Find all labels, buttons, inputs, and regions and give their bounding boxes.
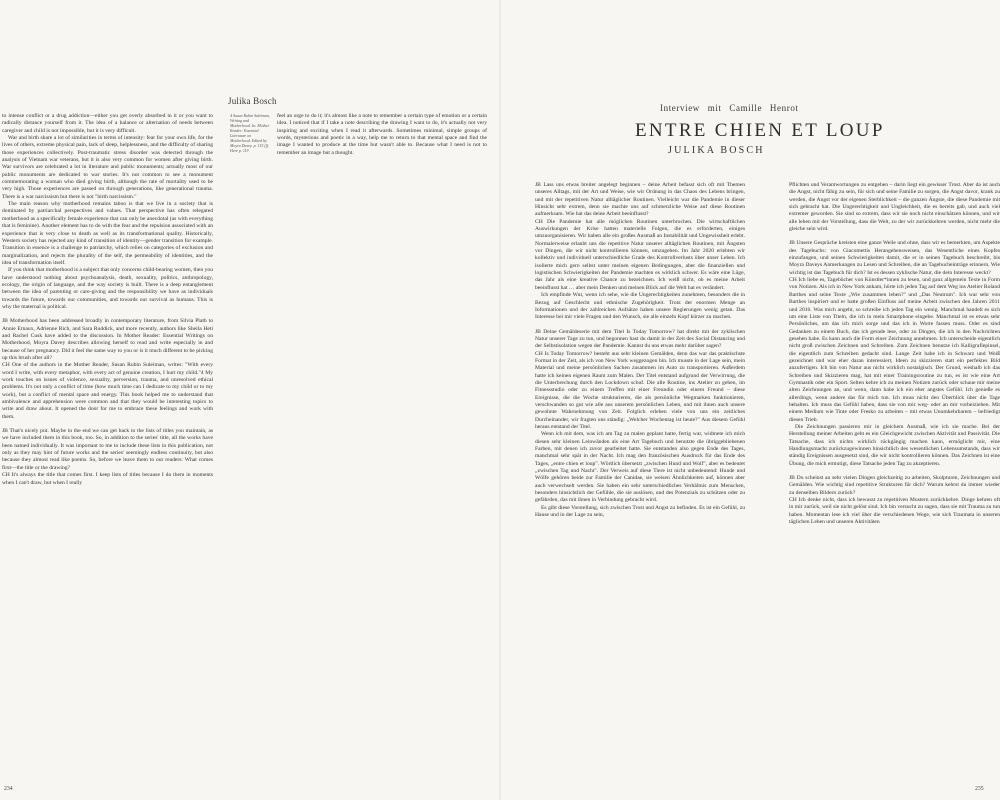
paragraph: JB Deine Gemäldeserie mit dem Titel Is Today Tomorrow? hat direkt mit der zyklischen Natur unserer Tage zu tun, und begonnen hast du damit in der Zeit des Social Distancing und der Selbstisolation wegen der Pandemie. Kannst du uns etwas mehr darüber sagen? (535, 328, 745, 350)
paragraph: to intense conflict or a drug addiction—either you get overly absorbed in it or you want to radically distance yourself from it. The idea of a balance or alternation of needs between caregiver and child is not impossible, but it is very difficult. (2, 113, 213, 134)
paragraph: War and birth share a lot of similarities in terms of intensity: fear for your own life, for the lives of others, extreme physical pain, lack of sleep, helplessness, and the difficulty of sharing those experiences collectively. Post-traumatic stress disorder was detected through the analysis of Vietnam war veterans, but it is also very common for women after giving birth. War survivors are celebrated a lot in literature and public monuments; actually most of our public monuments are dedicated to war stories. It's not common to see a monument commemorating a woman who died giving birth, although the rate of mortality used to be very high. Those experiences are passed on through generations, like generational trauma. There is a war narcissism but there is not "birth narcissism." (2, 135, 213, 200)
article-title: ENTRE CHIEN ET LOUP (635, 120, 885, 141)
paragraph: Es gibt diese Vorstellung, sich zwischen Trost und Angst zu befinden. Es ist ein Gefühl, zu Hause und in der Lage zu sein, (535, 504, 745, 519)
paragraph: The main reason why motherhood remains taboo is that we live in a society that is dominated by patriarchal perspectives and values. That perspective has often relegated motherhood as a specifically female experience that can only be anecdotal (as with everything that is feminine). Another element has to do with the fear and the repulsion associated with an experience that is very close to death as well as its transformational quality. Historically, Western society has rejected any kind of transition of identity—gender transition for example. Transition in essence is a challenge to patriarchy, which relies on categories of exclusion and marginalization, and rejects the plurality of the self, the permeability of identities, and the idea of transformation itself. (2, 201, 213, 266)
running-head-right: Interview mit Camille Henrot (660, 103, 799, 113)
paragraph: Die Zeichnungen passieren mir in gleichem Ausmaß, wie ich sie mache. Bei der Herstellung meiner Arbeiten geht es ein Gleichgewicht zwischen Aktivität und Passivität. Die Tatsache, dass ich nichts wirklich rückgängig machen kann, ermöglicht mir, eine Handlungsmacht zurückzugewinnen hinsichtlich des wesentlichen Lebensumstands, dass wir ständig Ereignissen ausgesetzt sind, die wir nicht kontrollieren können. Das Zeichnen ist eine Übung, die mich ermutigt, diese Tatsache jeden Tag zu akzeptieren. (789, 424, 1000, 467)
paragraph: JB Unsere Gespräche kreisten eine ganze Weile und ohne, dass wir es bemerkten, um Aspekte des Tagebuchs: von Giacomettis Herangehensweisen, das Wesentliche eines Kopfes einzufangen, und seinen Schwierigkeiten damit, die er in seinen Tagebuch beschreibt, bis Moyra Daveys Anmerkungen zu Lesen und Schreiben, die an Tagebucheinträge erinnern. Wie wichtig ist das Tagebuch für dich? Ist es dessen zyklische Natur, die dein Interesse weckt? (789, 240, 1000, 276)
page-number-left: 234 (4, 786, 13, 792)
paragraph: CH Ich denke nicht, dass ich bewusst zu repetitiven Mustern zurückkehre. Dinge kehren oft in mir zurück, weil sie nicht gelöst sind. Ich bin versucht zu sagen, dass sie mit Trauma zu tun haben. Momentan lese ich viel über die verschiedenen Wege, wie sich Traumata in unseren täglichen Leben und unseren Aktivitäten (789, 497, 1000, 526)
page-gutter (499, 0, 501, 800)
right-column-d (789, 182, 1000, 772)
page-number-right: 235 (975, 786, 984, 792)
right-column-c (535, 182, 745, 772)
left-column-b (277, 113, 487, 183)
paragraph: Ich empfinde Wut, wenn ich sehe, wie die Ungerechtigkeiten zunehmen, besonders die in Bezug auf Geschlecht und ethnische Zugehörigkeit. Trotz der enormen Menge an Informationen und der zahlreichen Aufsätze haben unsere Regierungen wenig getan. Das Interesse bei mir viele Fragen und den Wunsch, sie alle einzeln Kopf kürzer zu machen. (535, 292, 745, 321)
paragraph: CH Is Today Tomorrow? besteht aus sehr kleinen Gemälden, denn das war das praktischste Format in der Zeit, als ich von New York weggezogen bin. Ich musste in der Lage sein, mein Material und meine persönlichen Sachen zusammen im Auto zu transportieren. Außerdem hatte ich keinen eigenen Raum zum Malen. Der Titel entstand aufgrund der Verwirrung, die die Unterbrechung durch den Lockdown schuf. Die alle Routine, ins Atelier zu gehen, im Fitnessstudio oder zu einem Treffen mit einer Freundin oder einem Freund – diese Ereignisse, die die Woche strukturieren, die als persönliche Wegmarken funktionieren, verschwanden so gut wie alle aus unserem persönlichen Leben, und mit ihnen auch unsere gewohnte Wahrnehmung von Zeit. Folglich erleben viele von uns ein zeitliches Durcheinander, wir fragten uns ständig: „Welcher Wochentag ist heute?" Aus diesem Gefühl heraus entstand der Titel. (535, 350, 745, 430)
paragraph: JB Lass uns etwas breiter angelegt beginnen – deine Arbeit befasst sich oft mit Themen unseres Alltags, mit der Art und Weise, wie wir Ordnung in das Chaos des Lebens bringen, und mit der repetitiven Natur alltäglicher Routinen. Vielleicht war die Pandemie in dieser Hinsicht sehr extrem, denn sie machte uns auf schmerzliche Weise auf diese Routinen aufmerksam. Wie hat das deine Arbeit beeinflusst? (535, 182, 745, 218)
paragraph: Pflichten und Verantwortungen zu entgehen – darin liegt ein gewisser Trost. Aber da ist auch die Angst, nicht fähig zu sein, für sich und seine Familie zu sorgen, die Angst davor, krank zu werden, die Angst vor der eigenen Sterblichkeit – die ganzen Ängste, die diese Pandemie mit sich gebracht hat. Die Ungerechtigkeit und Ungleichheit, die es bereits gab, und auch viel extremer geworden. Sie sind so extrem, dass wir sie noch nicht einschätzen können, und wir alle leben mit der Vorstellung, dass die Welt, zu der wir zurückkehren werden, nicht mehr die gleiche sein wird. (789, 182, 1000, 233)
paragraph: Wenn ich mit dem, was ich am Tag zu malen geplant hatte, fertig war, widmete ich mich diesen sehr kleinen Leinwänden als eine Art Tagebuch und benutzte die übriggebliebenen Farben, mit denen ich zuvor gearbeitet hatte. Sie entstanden also gegen Ende des Tages, manchmal sehr spät in der Nacht. Ich mag den französischen Ausdruck für das Ende des Tages, „entre chien et loup". Wörtlich übersetzt „zwischen Hund und Wolf", aber es bedeutet „zwischen Tag und Nacht". Der Verweis auf diese Tiere ist nicht unbedeutend: Hunde und Wölfe gehören beide zur Familie der Canidae, sie weisen Ähnlichkeiten auf, können aber auch verwechselt werden. Sie haben ein sehr unterschiedliches Verhältnis zum Menschen, besonders hinsichtlich der Gefühle, die sie auslösen, und des Potenzials zu schützen oder zu gefährden, das mit ihnen in Verbindung gebracht wird. (535, 431, 745, 504)
footnote-sidenote: 4 Susan Rubin Suleiman, Writing and Motherhood. In: Mother Reader: Essential Literature on Motherhood. Edited by Moyra Davey. p. 115 (ff. Here p. 119 (230, 113, 270, 153)
paragraph: CH Die Pandemie hat alle möglichen Routinen unterbrochen. Die wirtschaftlichen Auswirkungen der Krise hatten materielle Folgen, die es erforderten, einiges umzuorganisieren. Wir haben alle ein großes Ausmaß an Instabilität und Ungewissheit erlebt. Normalerweise erlaubt uns die repetitive Natur unserer alltäglichen Routinen, mit Ängsten vor Dingen, die wir nicht kontrollieren können, umzugehen. Im Jahr 2020 erlebten wir kollektiv und individuell unterschiedliche Grade des Kontrollverlusts über unser Leben. Ich isolierte mich gern selbst unter meinen eigenen Bedingungen, aber die finanziellen und logistischen Schwierigkeiten der Pandemie machten es wirklich schwer. Es wäre eine Lüge, das Jahr als eine kreative Chance zu bezeichnen. Ich weiß nicht, ob es meine Arbeit beeinflusst hat … aber mein Denken und meinen Blick auf die Welt hat es verändert. (535, 218, 745, 291)
paragraph: CH Ich liebe es, Tagebücher von Künstler*innen zu lesen, und ganz allgemein Texte in Form von Notizen. Als ich in New York ankam, hörte ich jeden Tag auf dem Weg ins Atelier Roland Barthes und seine Texte „Wie zusammen leben?" und „Das Neutrum". Ich war sehr von Barthes inspiriert und er hatte großen Einfluss auf meine Arbeit zwischen den Jahren 2011 und 2016. Was mich angeht, so schreibe ich jeden Tag ein wenig. Manchmal handelt es sich um eine Liste von Titeln, die ich in mein Smartphone eingebe. Manchmal ist es etwas sehr Persönliches, um das ich mich sorge und das ich in Worte fassen muss. Oder es sind Gedanken zu einem Buch, das ich gerade lese, oder zu Dingen, die ich in den Nachrichten gesehen habe. Es kann auch die Form einer Zeichnung annehmen. Ich unterscheide eigentlich nicht groß zwischen Zeichnen und Schreiben. Zum Zeichnen benutze ich Kalligrafiepinsel, die eigentlich zum Schreiben gedacht sind. Lange Zeit habe ich in Schwarz und Weiß gezeichnet und war eher daran interessiert, Ideen zu skizzieren statt ein perfektes Bild anzufertigen. Ich bin von Natur aus nicht wirklich nostalgisch. Der Grund, weshalb ich das Schreiben und Skizzieren mag, hat mit einer Trainingsroutine zu tun, es ist wie eine Art Gymnastik oder ein Sport. Selten kehre ich zu meinen Notizen zurück oder schaue mir meine alten Zeichnungen an, und wenn, dann habe ich ein eher angstes Gefühl. Ich genieße es allerdings, wenn andere das für mich tun. Ich muss nicht den Überblick über die Tage behalten. Ich muss das Gefühl haben, dass sie von mir weg- oder an mir vorbeiziehen. Mit einem Medium wie Tinte oder Fresko zu arbeiten – mit etwas Unumkehrbarem – befriedigt diesen Trieb. (789, 277, 1000, 423)
running-head-left: Julika Bosch (228, 96, 277, 106)
paragraph: JB That's nicely put. Maybe in the end we can get back to the lists of titles you maintain, as we have included them in this book, too. So, in addition to the series' title, all the works have been named individually. It was important to me to include these lists in this publication, not only as they may hint of future works and the series' seemingly endless continuity, but also because they almost read like poems. So, before we leave them to our readers: What comes first—the title or the drawing? (2, 428, 213, 471)
paragraph: JB Motherhood has been addressed broadly in contemporary literature, from Silvia Plath to Annie Ernaux, Adrienne Rich, and Sara Ruddick, and more recently, authors like Sheila Heti and Rachel Cusk have added to the discussion. In Mother Reader: Essential Writings on Motherhood, Moyra Davey describes allowing herself to read and write especially in and because of her pregnancy. Did it feel the same way to you or is it much different to be picking up this brush after all? (2, 318, 213, 361)
paragraph: If you think that motherhood is a subject that only concerns child-bearing women, then you have understood nothing about psychoanalysis, death, sexuality, politics, anthropology, ecology, the origin of language, and the way society is built. There is a deep entanglement between the idea of parenting or care-giving and the responsibility we have as individuals towards the future, towards our communities, and towards our survival as humans. This is why the maternal is political. (2, 267, 213, 310)
left-column-a (2, 113, 213, 761)
paragraph: CH One of the authors in the Mother Reader, Susan Rubin Suleiman, writes: "With every word I write, with every metaphor, with every act of genuine creation, I hurt my child."4 My work touches on issues of violence, sexuality, perversion, trauma, and unresolved ethical problems. It's not only a conflict of time (how much time can I dedicate to my child or to my work), but a conflict of mental space and energy. This book helped me to understand that ambivalence and apprehension were common and that they would be interesting topics to write and draw about. It opened the door for me to embrace these feelings and work with them. (2, 362, 213, 420)
article-author: JULIKA BOSCH (668, 145, 765, 156)
paragraph: feel an urge to do it; it's almost like a note to remember a certain type of emotion or a certain idea. I noticed that if I take a note describing the drawing I want to do, it's actually not very inspiring and exciting when I read it afterwards. Sometimes minimal, simple groups of words, mysterious and poetic in a way, help me to return to that mental space and find the image I wanted to produce at the time but wasn't able to. Because what I need is not to remember an image but a thought. (277, 113, 487, 156)
paragraph: CH It's always the title that comes first. I keep lists of titles because I do them in moments when I can't draw, but when I really (2, 472, 213, 486)
paragraph: JB Du scheinst an sehr vielen Dingen gleichzeitig zu arbeiten, Skulpturen, Zeichnungen und Gemälden. Wie wichtig sind repetitive Strukturen für dich? Warum kehrst du immer wieder zu denselben Bildern zurück? (789, 475, 1000, 496)
